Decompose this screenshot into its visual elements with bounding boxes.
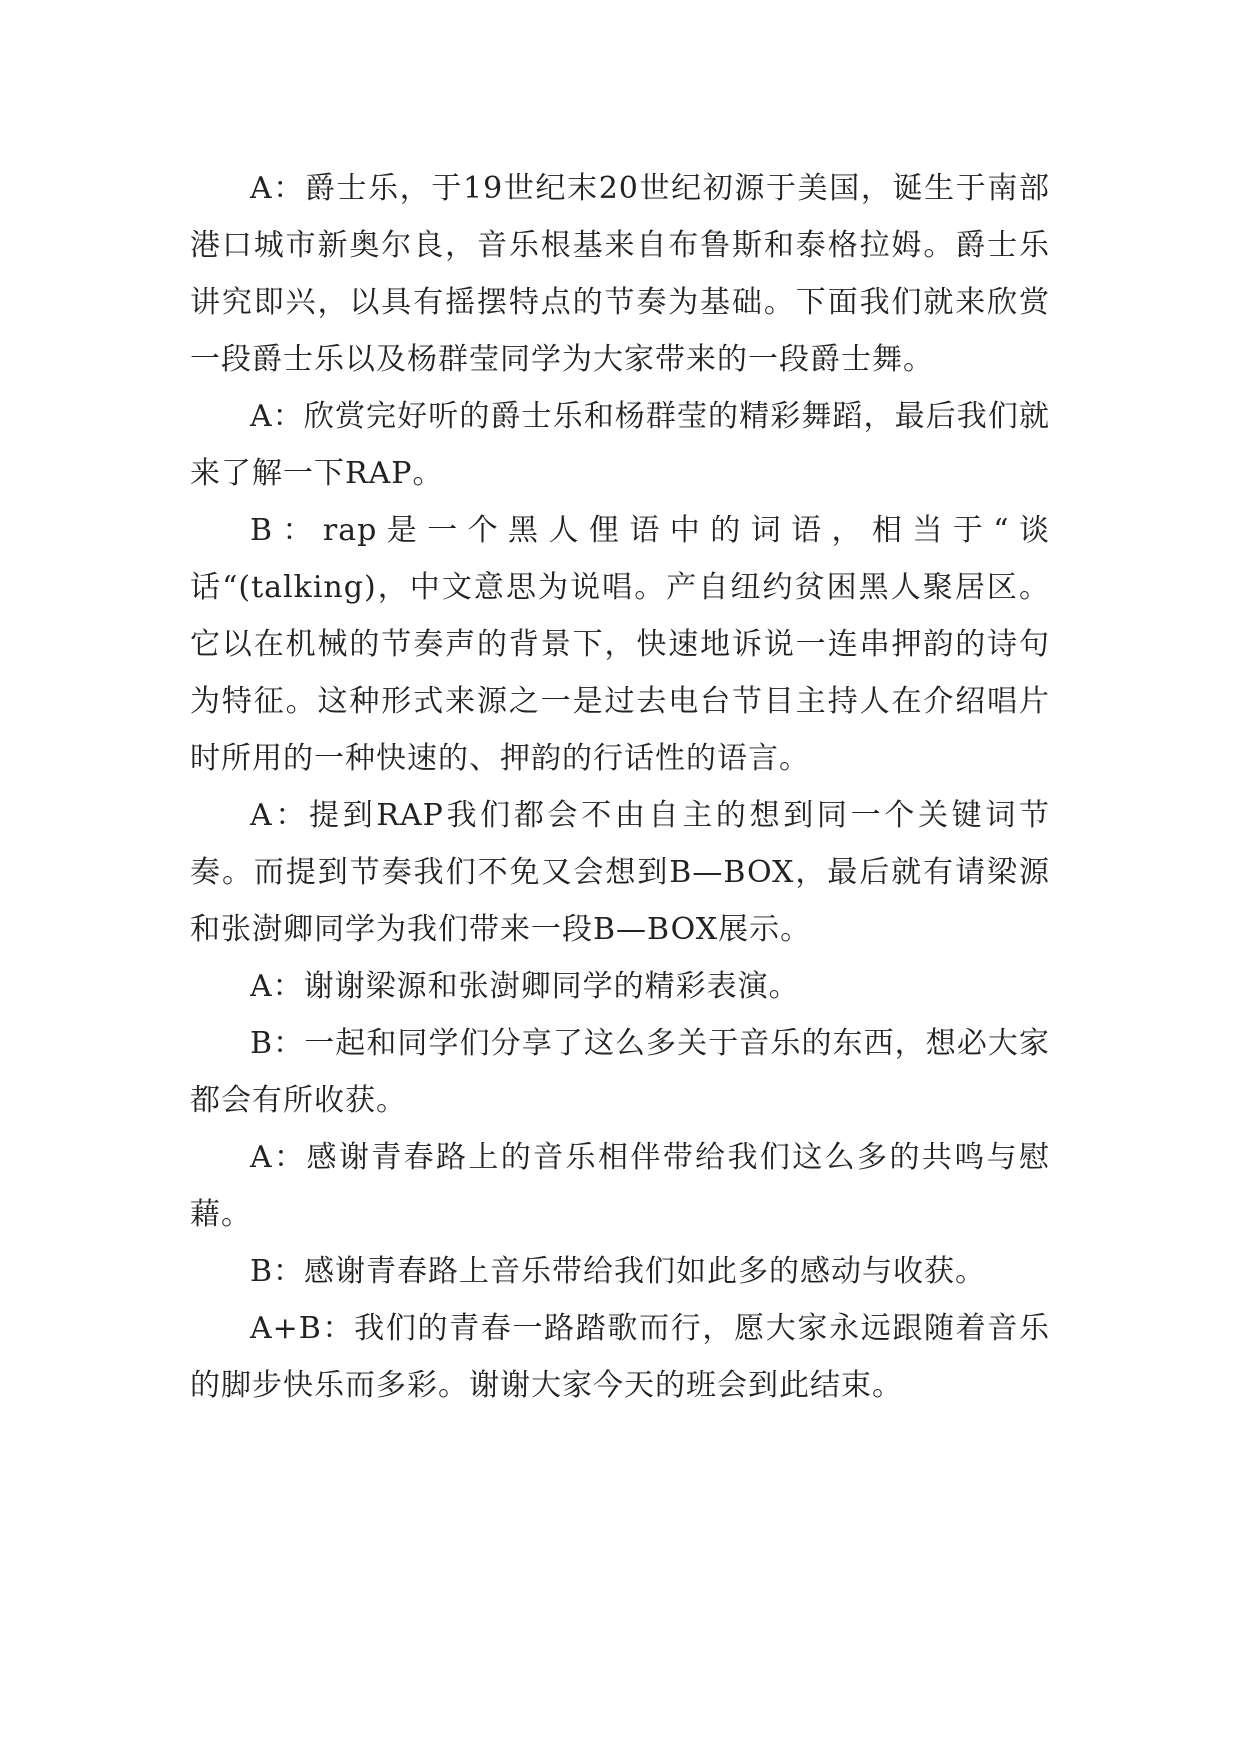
paragraph-rap-definition: B：rap是一个黑人俚语中的词语，相当于“谈话“(talking)，中文意思为说唱。产自纽约贫困黑人聚居区。它以在机械的节奏声的背景下，快速地诉说一连串押韵的诗句为特征。这种形式来源之一是过去电台节目主持人在介绍唱片时所用的一种快速的、押韵的行话性的语言。 (190, 513, 1050, 776)
paragraph-jazz-intro: A：爵士乐，于19世纪末20世纪初源于美国，诞生于南部港口城市新奥尔良，音乐根基来自布鲁斯和泰格拉姆。爵士乐讲究即兴，以具有摇摆特点的节奏为基础。下面我们就来欣赏一段爵士乐以及杨群莹同学为大家带来的一段爵士舞。 (190, 171, 1050, 377)
paragraph-sharing-summary: B：一起和同学们分享了这么多关于音乐的东西，想必大家都会有所收获。 (190, 1026, 1050, 1118)
paragraph-thanks-music-b: B：感谢青春路上音乐带给我们如此多的感动与收获。 (250, 1254, 987, 1289)
document-page (190, 160, 1050, 1414)
paragraph-thanks-performance: A：谢谢梁源和张澍卿同学的精彩表演。 (250, 969, 800, 1004)
paragraph-rap-transition: A：欣赏完好听的爵士乐和杨群莹的精彩舞蹈，最后我们就来了解一下RAP。 (190, 399, 1050, 491)
paragraph-beatbox-intro: A：提到RAP我们都会不由自主的想到同一个关键词节奏。而提到节奏我们不免又会想到B—BOX，最后就有请梁源和张澍卿同学为我们带来一段B—BOX展示。 (190, 798, 1050, 947)
paragraph-closing: A+B：我们的青春一路踏歌而行，愿大家永远跟随着音乐的脚步快乐而多彩。谢谢大家今天的班会到此结束。 (190, 1311, 1050, 1403)
paragraph-thanks-music-a: A：感谢青春路上的音乐相伴带给我们这么多的共鸣与慰藉。 (190, 1140, 1050, 1232)
